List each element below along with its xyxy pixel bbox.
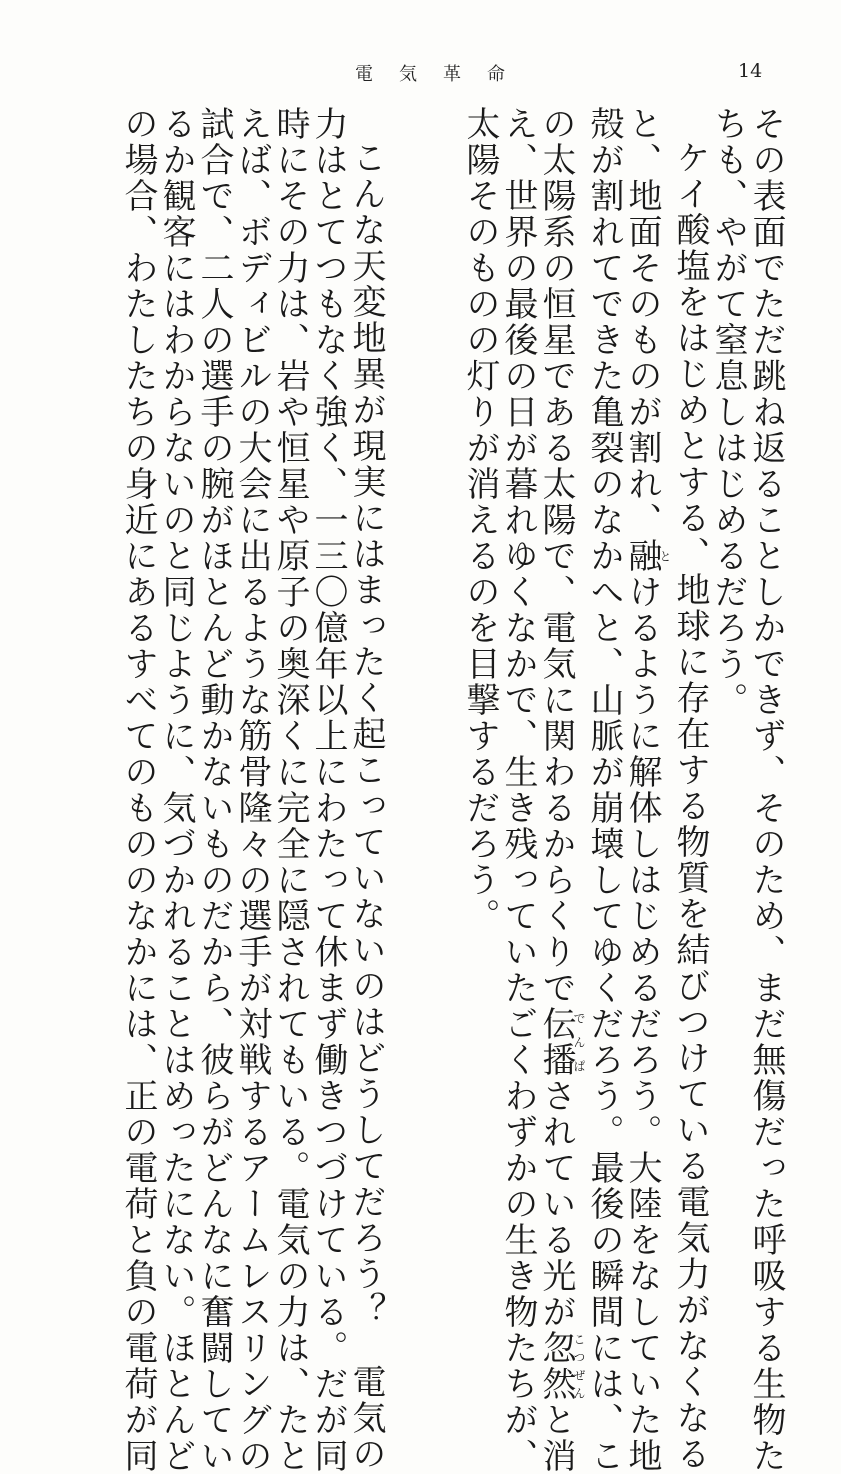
page-number: 14 xyxy=(738,60,763,82)
text-line: 太陽そのものの灯りが消えるのを目撃するだろう。 xyxy=(460,106,500,934)
text-line: の太陽系の恒星である太陽で、電気に関わるからくりで伝播でんぱされている光が忽然こつぜんと消 xyxy=(536,106,586,1474)
text-line: の場合、わたしたちの身近にあるすべてのもののなかには、正の電荷と負の電荷が同 xyxy=(118,106,158,1474)
text-line: ちも、やがて窒息しはじめるだろう。 xyxy=(708,106,748,718)
text-line: と、地面そのものが割れ、融とけるように解体しはじめるだろう。大陸をなしていた地 xyxy=(622,106,672,1474)
text-line: るか観客にはわからないのと同じように、気づかれることはめったにない。ほとんど xyxy=(156,106,196,1474)
text-line: 試合で、二人の選手の腕がほとんど動かないものだから、彼らがどんなに奮闘してい xyxy=(194,106,234,1474)
text-line: 力はとてつもなく強く、一三〇億年以上にわたって休まず働きつづけている。だが同 xyxy=(308,106,348,1474)
text-line: ケイ酸塩をはじめとする、地球に存在する物質を結びつけている電気力がなくなる xyxy=(670,140,710,1472)
paragraph-gap xyxy=(385,106,461,1106)
text-line: 殻が割れてできた亀裂のなかへと、山脈が崩壊してゆくだろう。最後の瞬間には、こ xyxy=(584,106,624,1474)
ruby-annotation: と xyxy=(658,538,672,574)
text-line: え、世界の最後の日が暮れゆくなかで、生き残っていたごくわずかの生き物たちが、 xyxy=(498,106,538,1474)
running-head-title: 電気革命 xyxy=(355,64,531,85)
text-line: その表面でただ跳ね返ることしかできず、そのため、まだ無傷だった呼吸する生物た xyxy=(746,106,786,1474)
text-line: こんな天変地異が現実にはまったく起こっていないのはどうしてだろう？ 電気の xyxy=(346,140,386,1472)
ruby-annotation: こつぜん xyxy=(572,1330,586,1402)
text-line: えば、ボディビルの大会に出るような筋骨隆々の選手が対戦するアームレスリングの xyxy=(232,106,272,1474)
text-line: 時にその力は、岩や恒星や原子の奥深くに完全に隠されてもいる。電気の力は、たと xyxy=(270,106,310,1474)
body-text xyxy=(45,106,786,1474)
ruby-annotation: でんぱ xyxy=(572,1006,586,1078)
